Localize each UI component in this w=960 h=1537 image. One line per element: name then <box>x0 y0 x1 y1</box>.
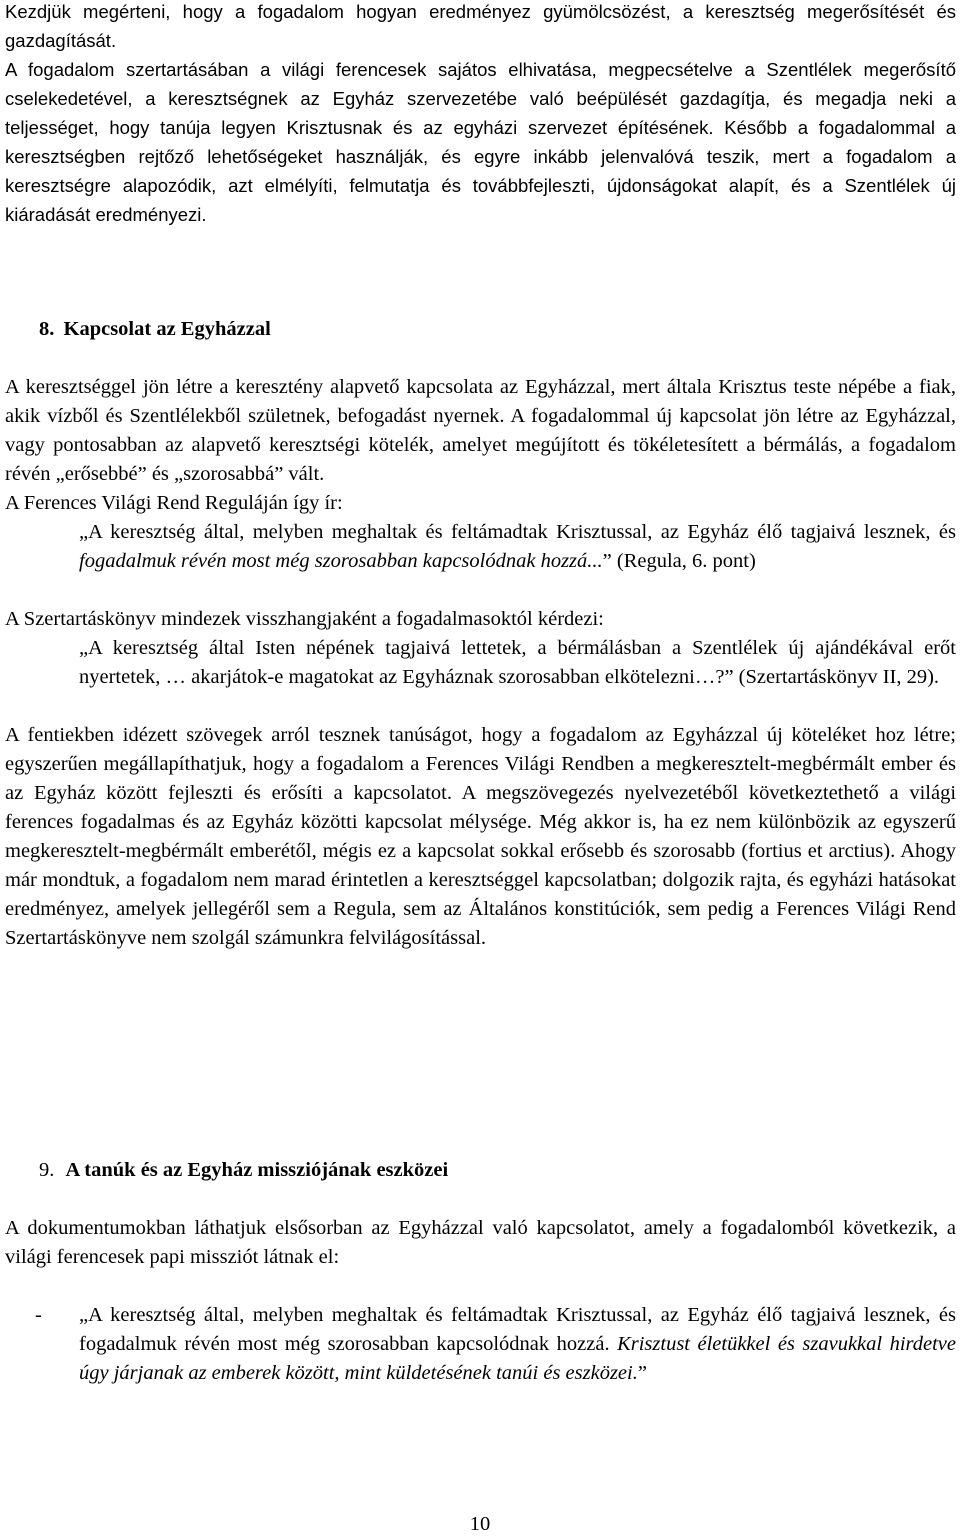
list-item-text: „A keresztség által, melyben meghaltak és feltámadtak Krisztussal, az Egyház élő tagjaivá lesznek, és fogadalmuk révén most még szorosabban kapcsolódnak hozzá. <box>79 1304 956 1355</box>
section-8-number: 8. <box>39 318 55 340</box>
section-8-paragraph-2-part-c: Még akkor is, ha ez nem különbözik az egyszerű megkeresztelt-megbérmált emberétől, mégis ez a kapcsolat sokkal erősebb és szorosabb (fortius et arctius). <box>5 811 957 862</box>
section-8-title: Kapcsolat az Egyházzal <box>63 318 271 340</box>
rule-intro: A Ferences Világi Rend Reguláján így ír: <box>5 492 343 514</box>
intro-paragraph-1: Kezdjük megérteni, hogy a fogadalom hogyan eredményez gyümölcsözést, a keresztség megerősítését és gazdagítását. <box>5 1 956 51</box>
section-9-paragraph-1: A dokumentumokban láthatjuk elsősorban az Egyházzal való kapcsolatot, amely a fogadalomból következik, a világi ferencesek papi missziót látnak el: <box>5 1217 956 1268</box>
section-9 <box>5 1156 956 1388</box>
list-item-italic: Krisztust életükkel és szavukkal hirdetve úgy járjanak az emberek között, mint küldetésének tanúi és eszközei. <box>79 1333 957 1384</box>
list-dash: - <box>35 1304 42 1326</box>
section-8-paragraph-2-part-d: Ahogy már mondtuk, a fogadalom nem marad érintetlen a keresztséggel kapcsolatban; dolgozik rajta, és egyházi hatásokat eredményez, amelyek jellegéről sem a Regula, sem az Általános konstitúciók, sem pedig a Ferences Világi Rend Szertartáskönyve nem szolgál számunkra felvilágosítással. <box>5 840 956 949</box>
rule-quote-part-c: ” (Regula, 6. pont) <box>602 550 756 572</box>
section-8 <box>5 315 956 953</box>
rule-quote-italic: fogadalmuk révén most még szorosabban kapcsolódnak hozzá... <box>79 550 603 572</box>
rule-quote-part-a: „A keresztség által, melyben meghaltak és feltámadtak Krisztussal, az Egyház élő tagjaivá lesznek, és <box>79 521 956 543</box>
rite-quote: „A keresztség által Isten népének tagjaivá lettetek, a bérmálásban a Szentlélek új ajándékával erőt nyertetek, … akarjátok-e magatokat az Egyháznak szorosabban elkötelezni…?” (Szertartáskönyv II, 29). <box>79 637 956 688</box>
section-8-paragraph-1: A keresztséggel jön létre a keresztény alapvető kapcsolata az Egyházzal, mert általa Krisztus teste népébe a fiak, akik vízből és Szentlélekből születnek, befogadást nyernek. A fogadalommal új kapcsolat jön létre az Egyházzal, vagy pontosabban az alapvető keresztségi kötelék, amelyet megújított és tökéletesített a bérmálás, a fogadalom révén „erősebbé” és „szorosabbá” vált. <box>5 376 956 485</box>
section-8-paragraph-2-part-a: A fentiekben idézett szövegek arról tesznek tanúságot, hogy a fogadalom az Egyházzal új köteléket hoz létre; egyszerűen megállapíthatjuk, hogy a fogadalom a Ferences Világi Rendben a megkeresztelt-megbérmált ember és az Egyház között fejleszti és erősíti a kapcsolatot. <box>5 724 956 804</box>
section-9-list-item <box>5 1301 956 1388</box>
section-8-paragraph-2-part-b: A megszövegezés nyelvezetéből következtethető a világi ferences fogadalmas és az Egyház közötti kapcsolat mélysége. <box>5 782 957 833</box>
rule-quote <box>79 518 956 576</box>
intro-paragraph-2 <box>5 55 956 229</box>
section-8-heading <box>5 315 956 344</box>
section-8-paragraph-2 <box>5 721 956 953</box>
intro-paragraph-2-part-a: A fogadalom szertartásában a világi ferencesek sajátos elhivatása, megpecsételve a Szentlélek megerősítő cselekedetével, a keresztségnek az Egyház szervezetébe való beépülését gazdagítja, és megadja neki a teljességet, hogy tanúja legyen Krisztusnak és az egyházi szervezet építésének. <box>5 59 956 138</box>
intro-paragraph-2-part-b: Később a fogadalommal a keresztségben rejtőző lehetőségeket használják, és egyre inkább jelenvalóvá teszik, mert a fogadalom a keresztségre alapozódik, azt elmélyíti, felmutatja és továbbfejleszti, újdonságokat alapít, és a Szentlélek új kiáradását eredményezi. <box>5 117 956 225</box>
page-number: 10 <box>469 1513 491 1535</box>
section-9-title: A tanúk és az Egyház missziójának eszközei <box>65 1159 449 1181</box>
intro-block <box>5 0 956 229</box>
list-item-closing-quote: ” <box>637 1362 647 1384</box>
section-9-number: 9. <box>39 1159 55 1181</box>
section-9-heading <box>5 1156 956 1185</box>
rite-intro: A Szertartáskönyv mindezek visszhangjaként a fogadalmasoktól kérdezi: <box>5 608 604 630</box>
